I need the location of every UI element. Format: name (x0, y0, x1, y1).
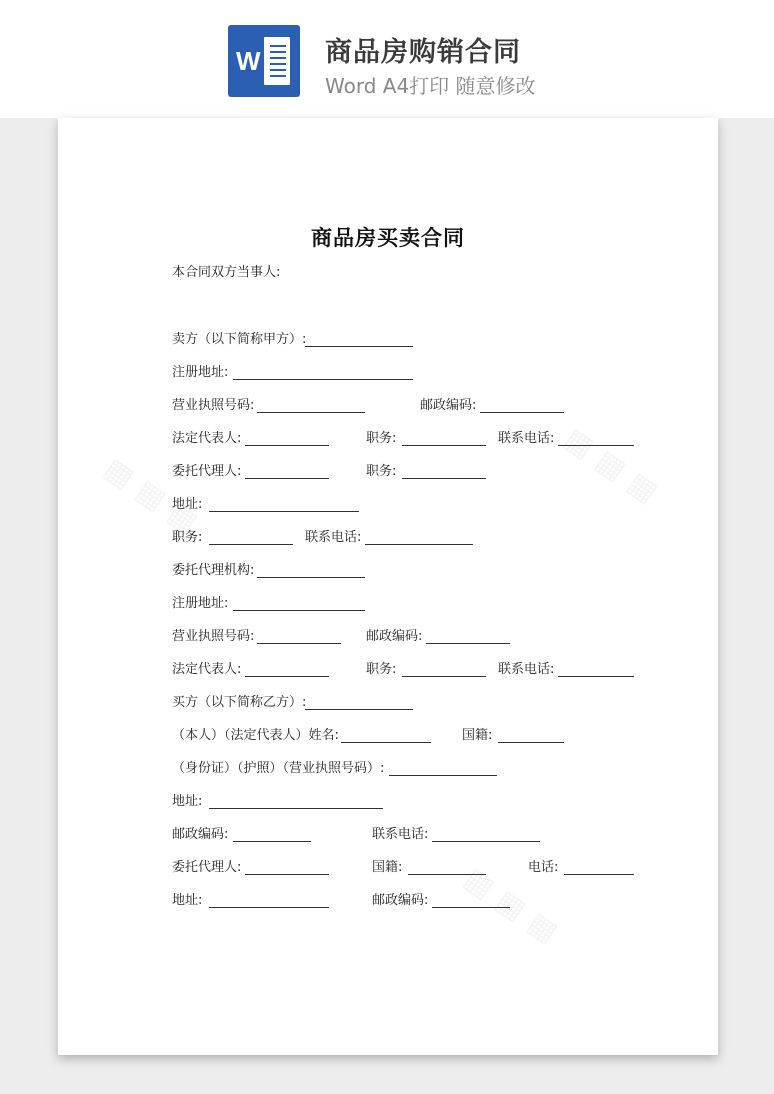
phone-field[interactable] (558, 445, 634, 446)
legal-rep-field[interactable] (245, 445, 329, 446)
word-logo-icon (228, 25, 300, 97)
watermark (558, 421, 665, 510)
reg-address-label: 注册地址: (172, 365, 229, 380)
phone-label: 联系电话: (498, 662, 555, 677)
nationality-label: 国籍: (462, 728, 493, 743)
postcode-field[interactable] (480, 412, 564, 413)
logo-line (270, 57, 286, 59)
reg-address-field[interactable] (233, 379, 413, 380)
logo-line (270, 63, 286, 65)
address-label: 地址: (172, 794, 203, 809)
postcode-label: 邮政编码: (372, 893, 429, 908)
id-docs-label: （身份证）（护照）（营业执照号码）: (172, 761, 385, 776)
position-label: 职务: (366, 662, 397, 677)
agency-field[interactable] (257, 577, 365, 578)
position-label: 职务: (172, 530, 203, 545)
phone-field[interactable] (564, 874, 634, 875)
postcode-label: 邮政编码: (172, 827, 229, 842)
agent-label: 委托代理人: (172, 464, 242, 479)
address-label: 地址: (172, 497, 203, 512)
agency-label: 委托代理机构: (172, 563, 255, 578)
phone-label: 联系电话: (498, 431, 555, 446)
nationality-field[interactable] (408, 874, 486, 875)
legal-rep-field[interactable] (245, 676, 329, 677)
document-page (58, 118, 718, 1055)
position-field[interactable] (402, 478, 486, 479)
postcode-label: 邮政编码: (366, 629, 423, 644)
intro-text: 本合同双方当事人: (172, 265, 281, 280)
agent-field[interactable] (245, 478, 329, 479)
postcode-field[interactable] (233, 841, 311, 842)
address-field[interactable] (209, 808, 383, 809)
position-label: 职务: (366, 431, 397, 446)
buyer-name-field[interactable] (341, 742, 431, 743)
brand-title: 商品房购销合同 (325, 37, 521, 68)
reg-address-field[interactable] (233, 610, 365, 611)
address-field[interactable] (209, 907, 329, 908)
license-label: 营业执照号码: (172, 398, 255, 413)
seller-label: 卖方（以下简称甲方）: (172, 332, 307, 347)
position-field[interactable] (209, 544, 293, 545)
logo-line (270, 45, 286, 47)
id-docs-field[interactable] (389, 775, 497, 776)
brand-subtitle: Word A4打印 随意修改 (325, 74, 536, 98)
agent-label: 委托代理人: (172, 860, 242, 875)
license-field[interactable] (257, 643, 341, 644)
legal-rep-label: 法定代表人: (172, 431, 242, 446)
nationality-label: 国籍: (372, 860, 403, 875)
word-letter: W (236, 46, 261, 76)
legal-rep-label: 法定代表人: (172, 662, 242, 677)
license-label: 营业执照号码: (172, 629, 255, 644)
logo-line (270, 69, 286, 71)
address-label: 地址: (172, 893, 203, 908)
phone-field[interactable] (432, 841, 540, 842)
position-label: 职务: (366, 464, 397, 479)
address-field[interactable] (209, 511, 359, 512)
phone-label: 联系电话: (305, 530, 362, 545)
document-title: 商品房买卖合同 (311, 226, 465, 250)
phone-label: 联系电话: (372, 827, 429, 842)
phone-field[interactable] (365, 544, 473, 545)
buyer-field[interactable] (305, 709, 413, 710)
buyer-label: 买方（以下简称乙方）: (172, 695, 307, 710)
postcode-label: 邮政编码: (420, 398, 477, 413)
phone-field[interactable] (558, 676, 634, 677)
buyer-name-label: （本人）（法定代表人）姓名: (172, 728, 339, 743)
logo-line (270, 51, 286, 53)
license-field[interactable] (257, 412, 365, 413)
position-field[interactable] (402, 445, 486, 446)
position-field[interactable] (402, 676, 486, 677)
postcode-field[interactable] (426, 643, 510, 644)
postcode-field[interactable] (432, 907, 510, 908)
reg-address-label: 注册地址: (172, 596, 229, 611)
header-banner (0, 0, 774, 118)
phone-label: 电话: (528, 860, 559, 875)
nationality-field[interactable] (498, 742, 564, 743)
agent-field[interactable] (245, 874, 329, 875)
logo-line (270, 75, 286, 77)
seller-field[interactable] (305, 346, 413, 347)
